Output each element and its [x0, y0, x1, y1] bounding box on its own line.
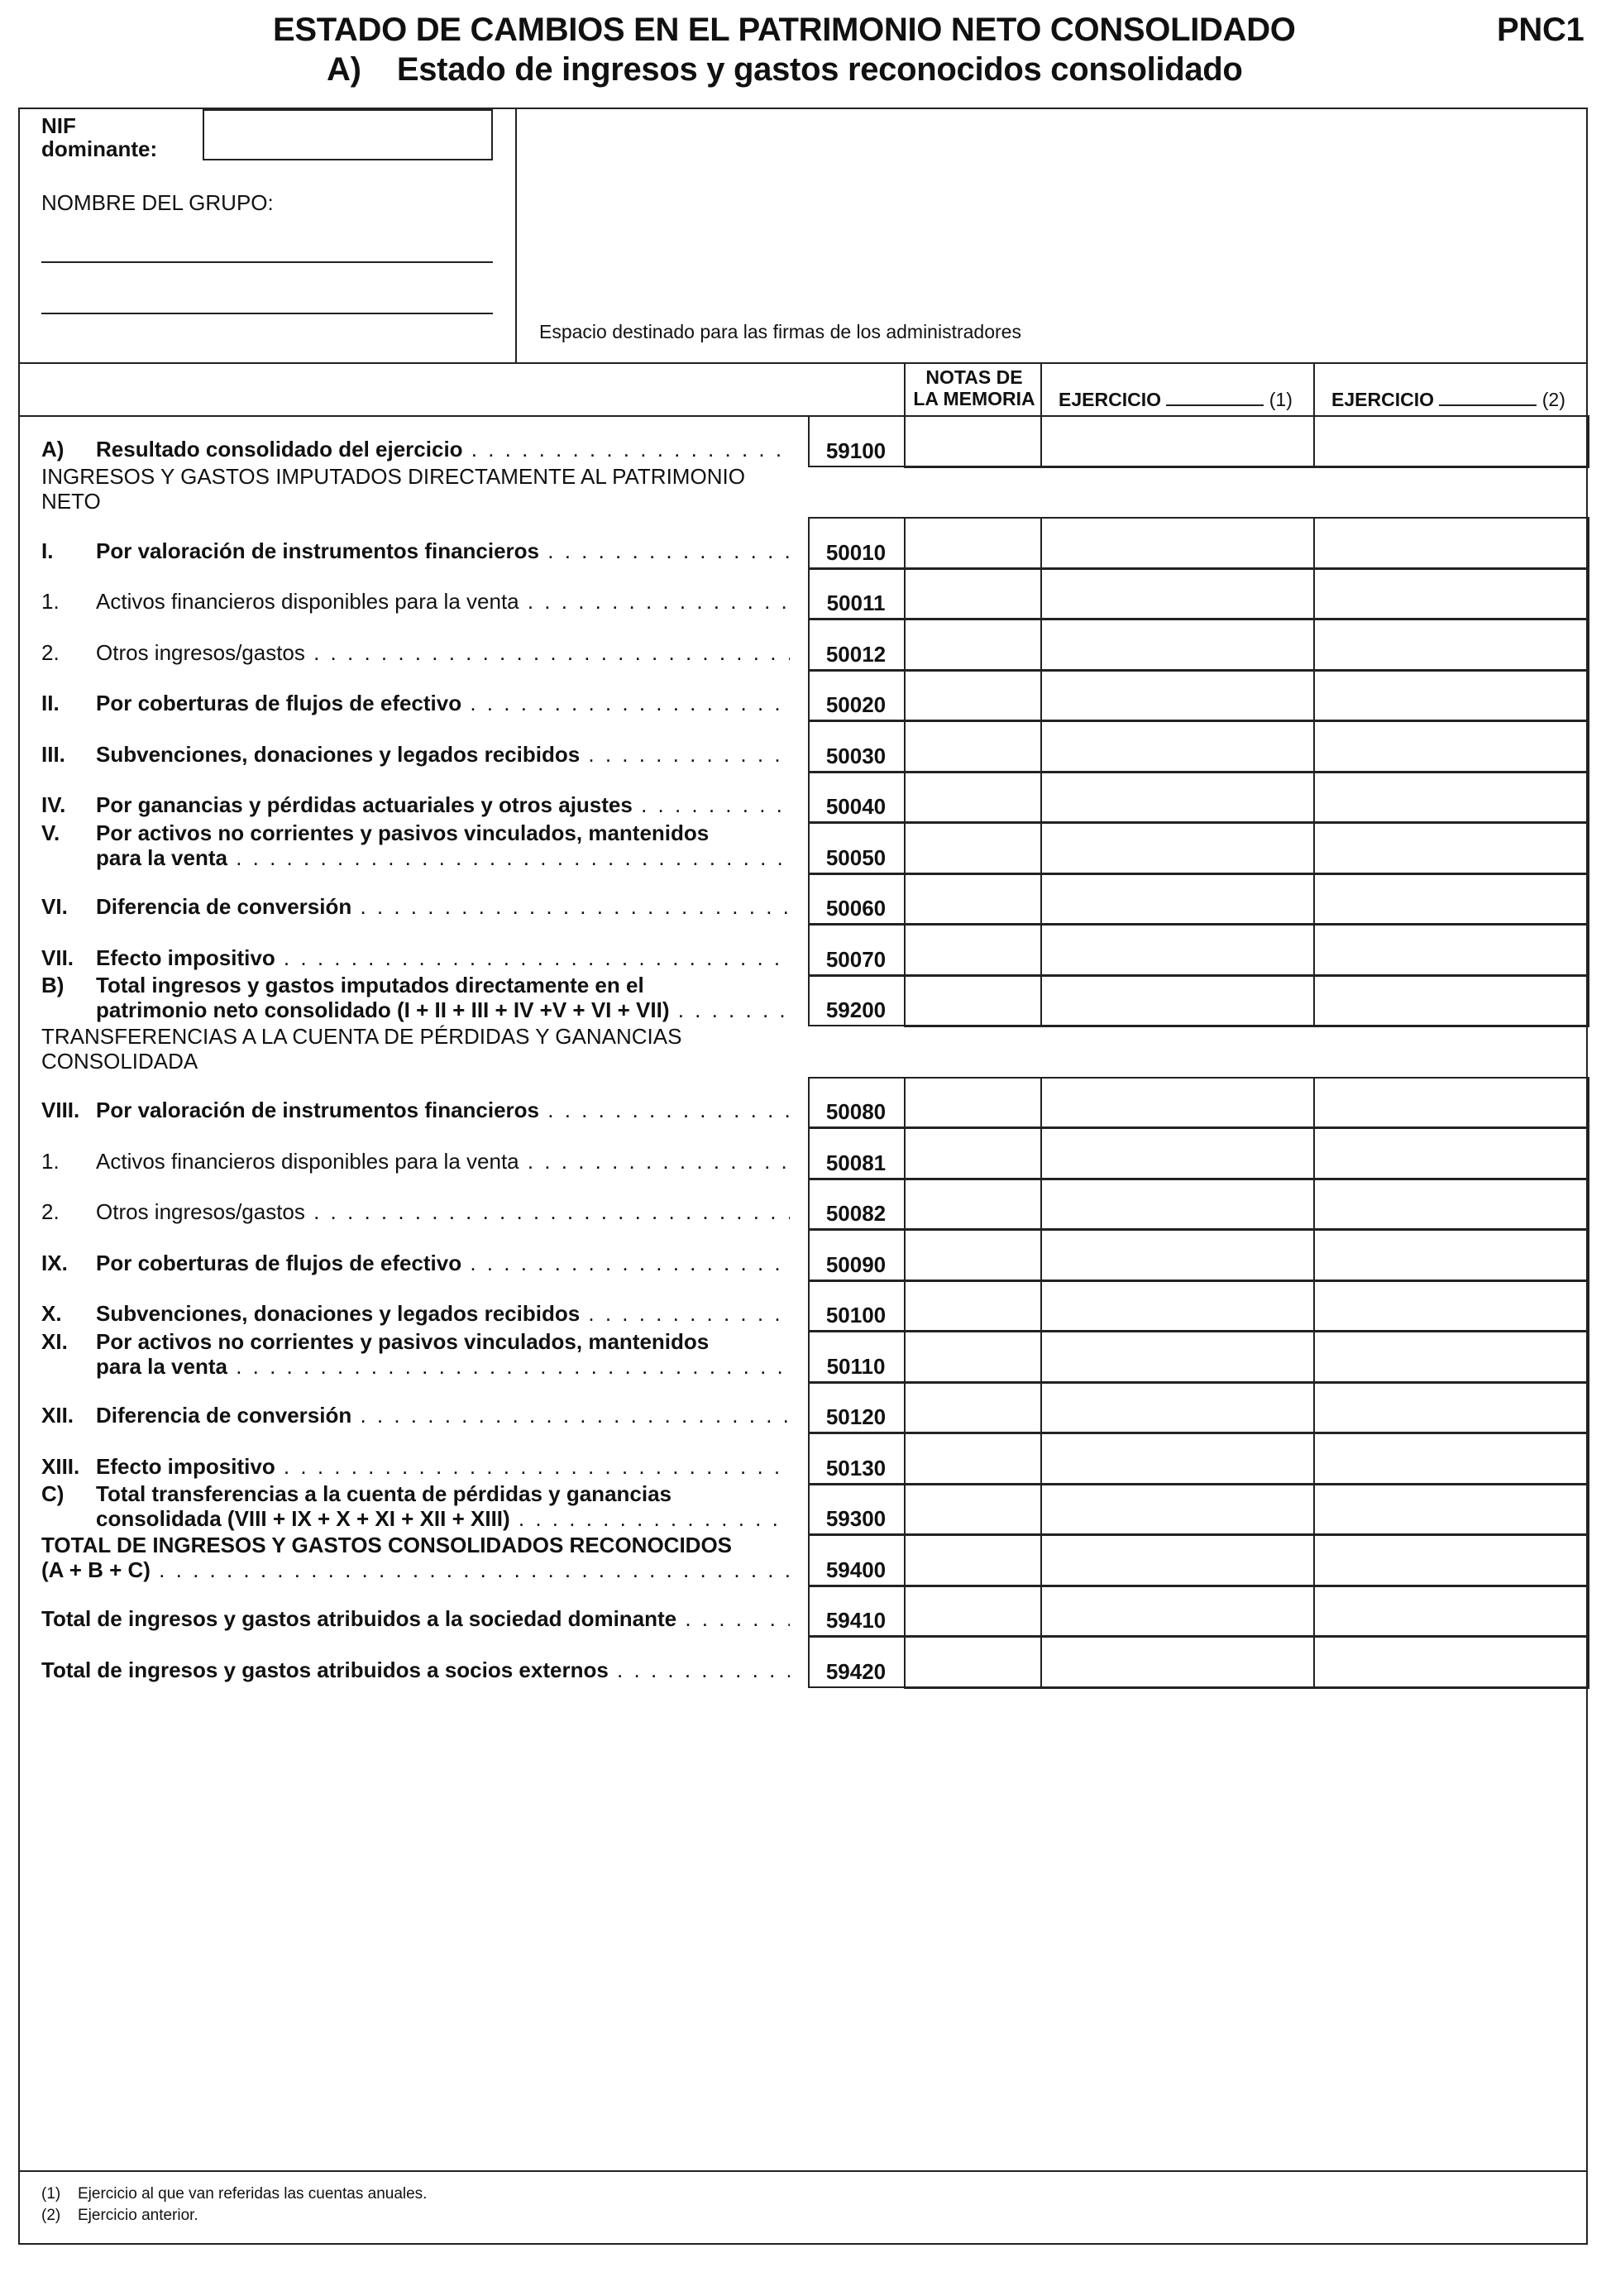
row-code: 50012	[825, 641, 887, 667]
row-code: 50011	[826, 591, 886, 615]
nif-label-line2: dominante:	[41, 136, 158, 161]
ejercicio1-cell[interactable]	[1040, 924, 1315, 977]
ejercicio1-cell[interactable]	[1040, 1636, 1315, 1689]
ejercicio1-cell[interactable]	[1040, 619, 1315, 672]
row-number: III.	[41, 741, 65, 767]
row-code: 50030	[825, 743, 887, 768]
notas-header	[906, 366, 1042, 409]
ejercicio1-cell[interactable]	[1040, 1484, 1315, 1537]
row-text-line1	[96, 945, 790, 970]
ejercicio1-cell[interactable]	[1040, 670, 1315, 723]
row-code: 50130	[825, 1455, 887, 1480]
footnote	[41, 2184, 427, 2205]
notas-cell[interactable]	[904, 873, 1042, 926]
notas-cell[interactable]	[904, 670, 1042, 723]
notas-cell[interactable]	[904, 1484, 1042, 1537]
ejercicio1-cell[interactable]	[1040, 1280, 1315, 1333]
signature-space-label: Espacio destinado para las firmas de los administradores	[539, 321, 1021, 342]
form-subtitle: A) Estado de ingresos y gastos reconocidos consolidado	[327, 51, 1243, 88]
row-text-line1-value: Por coberturas de flujos de efectivo	[96, 1250, 462, 1275]
row-text-line1-value: Subvenciones, donaciones y legados recibidos	[96, 1301, 581, 1326]
row-code: 50070	[825, 946, 887, 972]
form-title: ESTADO DE CAMBIOS EN EL PATRIMONIO NETO CONSOLIDADO	[273, 12, 1296, 48]
row-text-line1-value: Total de ingresos y gastos atribuidos a la sociedad dominante	[41, 1606, 677, 1631]
row-text-line1: Por activos no corrientes y pasivos vinculados, mantenidos	[96, 1328, 710, 1354]
section-heading-line1: TRANSFERENCIAS A LA CUENTA DE PÉRDIDAS Y GANANCIAS	[41, 1023, 682, 1049]
row-code: 50110	[826, 1353, 886, 1379]
notas-cell[interactable]	[904, 1229, 1042, 1282]
signature-divider	[515, 108, 517, 362]
row-text-line1	[41, 1606, 790, 1631]
ejercicio1-cell[interactable]	[1040, 720, 1315, 773]
row-text-line1-value: Otros ingresos/gastos	[96, 639, 305, 665]
row-code: 50040	[825, 794, 887, 819]
form-code: PNC1	[1497, 12, 1584, 48]
row-text	[96, 1301, 790, 1326]
notas-cell[interactable]	[904, 1534, 1042, 1587]
group-name-line-1[interactable]	[41, 261, 493, 263]
notas-cell[interactable]	[904, 1586, 1042, 1638]
ejercicio1-cell[interactable]	[1040, 1586, 1315, 1638]
footnote-mark: (1)	[41, 2185, 61, 2203]
col-divider-notas	[904, 362, 906, 415]
row-text	[96, 742, 790, 767]
notas-cell[interactable]	[904, 1433, 1042, 1485]
row-number: V.	[41, 820, 60, 845]
ejercicio2-cell[interactable]	[1313, 1077, 1589, 1130]
footnote	[41, 2205, 427, 2227]
notas-cell[interactable]	[904, 1127, 1042, 1180]
row-code: 59100	[825, 438, 887, 463]
row-text-line2	[41, 1557, 790, 1582]
ejercicio2-cell[interactable]	[1313, 1433, 1589, 1485]
row-text	[96, 1329, 790, 1379]
ejercicio2-cell[interactable]	[1313, 873, 1589, 926]
row-number: IV.	[41, 792, 66, 817]
ejercicio1-note: (1)	[1269, 389, 1293, 410]
row-text	[96, 1251, 790, 1275]
row-text-line1-value: Otros ingresos/gastos	[96, 1199, 305, 1224]
ejercicio1-cell[interactable]	[1040, 1534, 1315, 1587]
row-text-line1	[96, 1199, 790, 1224]
row-code: 59400	[825, 1557, 887, 1582]
row-text-line1	[96, 1403, 790, 1428]
notas-cell[interactable]	[904, 1280, 1042, 1333]
row-text-line2	[96, 997, 790, 1022]
row-text-line1: Por activos no corrientes y pasivos vinculados, mantenidos	[96, 820, 710, 845]
notas-cell[interactable]	[904, 1077, 1042, 1130]
ejercicio1-year-blank[interactable]	[1166, 388, 1264, 406]
ejercicio2-cell[interactable]	[1313, 1534, 1589, 1587]
row-number: XIII.	[41, 1453, 80, 1479]
col-divider-ej2	[1313, 362, 1315, 415]
row-text-line1	[96, 640, 790, 665]
notas-cell[interactable]	[904, 1636, 1042, 1689]
row-text	[96, 437, 790, 462]
row-text-line2	[96, 1506, 790, 1531]
ejercicio2-cell[interactable]	[1313, 1382, 1589, 1435]
row-text	[96, 691, 790, 715]
notas-cell[interactable]	[904, 1331, 1042, 1384]
ejercicio1-cell[interactable]	[1040, 415, 1315, 468]
ejercicio2-cell[interactable]	[1313, 924, 1589, 977]
ejercicio2-year-blank[interactable]	[1439, 388, 1537, 406]
row-number: 1.	[41, 1148, 60, 1174]
row-text	[96, 1454, 790, 1479]
row-text	[96, 640, 790, 665]
row-number: VII.	[41, 945, 74, 970]
row-number: 2.	[41, 639, 60, 665]
row-text-line1-value: Resultado consolidado del ejercicio	[96, 436, 463, 462]
row-text-line1	[96, 742, 790, 767]
row-number: C)	[41, 1481, 65, 1506]
row-text-line1	[96, 792, 790, 817]
row-number: B)	[41, 973, 65, 997]
row-code: 50060	[825, 896, 887, 921]
ejercicio1-header	[1059, 388, 1293, 411]
group-name-label: NOMBRE DEL GRUPO:	[41, 190, 274, 215]
row-number: 2.	[41, 1199, 60, 1224]
nif-label	[41, 114, 157, 160]
notas-cell[interactable]	[904, 1179, 1042, 1232]
notas-header-line2: LA MEMORIA	[913, 388, 1035, 409]
section-heading-line1: INGRESOS Y GASTOS IMPUTADOS DIRECTAMENTE AL PATRIMONIO	[41, 464, 745, 489]
row-number: VI.	[41, 894, 68, 919]
identity-bottom-border	[18, 362, 1588, 364]
row-code: 50010	[825, 539, 887, 565]
row-number: X.	[41, 1301, 62, 1326]
row-text	[96, 1199, 790, 1224]
notas-cell[interactable]	[904, 568, 1042, 621]
row-code: 50020	[825, 692, 887, 717]
row-text-line2-value: (A + B + C)	[41, 1557, 151, 1582]
row-text-line1	[96, 894, 790, 919]
row-text	[96, 589, 790, 614]
notas-cell[interactable]	[904, 720, 1042, 773]
row-text-line1: TOTAL DE INGRESOS Y GASTOS CONSOLIDADOS RECONOCIDOS	[41, 1532, 733, 1557]
row-text-line2-value: para la venta	[96, 1353, 227, 1379]
ejercicio1-cell[interactable]	[1040, 822, 1315, 875]
footnote-divider	[18, 2170, 1588, 2172]
nif-label-line1: NIF	[41, 113, 76, 138]
row-text-line2-value: consolidada (VIII + IX + X + XI + XII + XIII)	[96, 1506, 510, 1531]
notas-cell[interactable]	[904, 975, 1042, 1028]
row-text	[41, 1657, 790, 1682]
row-text-line1	[96, 1301, 790, 1326]
col-divider-ej1	[1040, 362, 1042, 415]
row-text	[96, 1149, 790, 1174]
row-text-line1-value: Diferencia de conversión	[96, 1403, 352, 1428]
ejercicio2-cell[interactable]	[1313, 1179, 1589, 1232]
ejercicio1-cell[interactable]	[1040, 1229, 1315, 1282]
row-text	[96, 973, 790, 1022]
ejercicio2-cell[interactable]	[1313, 1586, 1589, 1638]
ejercicio1-cell[interactable]	[1040, 1127, 1315, 1180]
row-number: I.	[41, 538, 54, 563]
row-text-line1-value: Total de ingresos y gastos atribuidos a socios externos	[41, 1657, 609, 1682]
row-code: 59420	[825, 1658, 887, 1684]
ejercicio1-cell[interactable]	[1040, 517, 1315, 570]
row-text	[96, 894, 790, 919]
row-text	[96, 1098, 790, 1122]
row-text	[41, 1533, 790, 1582]
row-text-line1-value: Subvenciones, donaciones y legados recibidos	[96, 741, 581, 767]
ejercicio2-header	[1331, 388, 1565, 411]
group-name-line-2[interactable]	[41, 313, 493, 314]
row-text-line1	[96, 538, 790, 563]
ejercicio1-cell[interactable]	[1040, 1331, 1315, 1384]
row-number: XI.	[41, 1328, 68, 1354]
row-code: 50080	[825, 1099, 887, 1124]
notas-cell[interactable]	[904, 822, 1042, 875]
notas-cell[interactable]	[904, 415, 1042, 468]
row-code: 50090	[825, 1251, 887, 1277]
notas-header-line1: NOTAS DE	[925, 366, 1023, 388]
row-text-line1	[96, 1454, 790, 1479]
row-text	[96, 820, 790, 870]
row-code: 50081	[825, 1150, 887, 1175]
footnote-mark: (2)	[41, 2207, 61, 2224]
ejercicio2-cell[interactable]	[1313, 568, 1589, 621]
notas-cell[interactable]	[904, 517, 1042, 570]
row-text	[96, 1481, 790, 1531]
row-text-line2-value: para la venta	[96, 844, 227, 870]
row-code: 50050	[825, 844, 887, 870]
row-text-line1-value: Activos financieros disponibles para la venta	[96, 589, 519, 614]
nif-input[interactable]	[203, 109, 493, 160]
row-code: 50082	[825, 1201, 887, 1226]
section-heading-line2: NETO	[41, 489, 101, 514]
row-number: XII.	[41, 1403, 74, 1428]
row-text-line1	[96, 1251, 790, 1275]
row-number: A)	[41, 436, 65, 462]
row-code: 50120	[825, 1404, 887, 1429]
notas-cell[interactable]	[904, 924, 1042, 977]
row-text-line1-value: Efecto impositivo	[96, 1453, 275, 1479]
footnote-text: Ejercicio anterior.	[78, 2207, 198, 2224]
row-number: IX.	[41, 1250, 68, 1275]
row-number: 1.	[41, 589, 60, 614]
notas-cell[interactable]	[904, 772, 1042, 825]
ejercicio1-cell[interactable]	[1040, 1077, 1315, 1130]
row-text-line1	[96, 1149, 790, 1174]
row-text	[96, 1403, 790, 1428]
row-code: 50100	[825, 1303, 887, 1327]
ejercicio1-cell[interactable]	[1040, 772, 1315, 825]
row-text-line1-value: Por valoración de instrumentos financieros	[96, 1098, 540, 1122]
row-text-line1-value: Por coberturas de flujos de efectivo	[96, 691, 462, 715]
row-text-line1-value: Por valoración de instrumentos financieros	[96, 538, 540, 563]
row-text-line1: Total ingresos y gastos imputados directamente en el	[96, 973, 644, 997]
row-text-line1-value: Diferencia de conversión	[96, 894, 352, 919]
ejercicio2-cell[interactable]	[1313, 415, 1589, 468]
section-heading	[41, 464, 790, 514]
ejercicio1-cell[interactable]	[1040, 1179, 1315, 1232]
ejercicio2-cell[interactable]	[1313, 1331, 1589, 1384]
ejercicio1-cell[interactable]	[1040, 568, 1315, 621]
row-text-line1	[96, 589, 790, 614]
ejercicio1-label: EJERCICIO	[1059, 389, 1161, 410]
row-text-line1-value: Por ganancias y pérdidas actuariales y otros ajustes	[96, 792, 633, 817]
row-text-line1	[96, 437, 790, 462]
ejercicio1-cell[interactable]	[1040, 1433, 1315, 1485]
ejercicio2-cell[interactable]	[1313, 1484, 1589, 1537]
ejercicio2-note: (2)	[1541, 389, 1565, 410]
row-code: 59410	[825, 1608, 887, 1633]
row-text	[96, 538, 790, 563]
ejercicio2-cell[interactable]	[1313, 822, 1589, 875]
ejercicio2-cell[interactable]	[1313, 1229, 1589, 1282]
footnotes	[41, 2184, 427, 2227]
row-number: II.	[41, 691, 60, 715]
ejercicio2-cell[interactable]	[1313, 975, 1589, 1028]
row-text-line1-value: Activos financieros disponibles para la venta	[96, 1148, 519, 1174]
row-text-line2	[96, 1354, 790, 1379]
row-code: 59300	[825, 1506, 887, 1531]
row-text-line1	[96, 1098, 790, 1122]
ejercicio2-cell[interactable]	[1313, 670, 1589, 723]
row-text-line1: Total transferencias a la cuenta de pérdidas y ganancias	[96, 1481, 672, 1506]
ejercicio1-cell[interactable]	[1040, 975, 1315, 1028]
ejercicio2-cell[interactable]	[1313, 1636, 1589, 1689]
ejercicio2-cell[interactable]	[1313, 720, 1589, 773]
row-text	[96, 792, 790, 817]
row-text	[96, 945, 790, 970]
notas-cell[interactable]	[904, 619, 1042, 672]
row-text-line1	[96, 691, 790, 715]
section-heading	[41, 1024, 790, 1074]
ejercicio1-cell[interactable]	[1040, 1382, 1315, 1435]
ejercicio2-label: EJERCICIO	[1331, 389, 1434, 410]
ejercicio2-cell[interactable]	[1313, 1280, 1589, 1333]
ejercicio2-cell[interactable]	[1313, 1127, 1589, 1180]
row-text-line2-value: patrimonio neto consolidado (I + II + III + IV +V + VI + VII)	[96, 997, 670, 1022]
ejercicio2-cell[interactable]	[1313, 619, 1589, 672]
ejercicio2-cell[interactable]	[1313, 772, 1589, 825]
row-code: 59200	[825, 997, 887, 1022]
row-number: VIII.	[41, 1098, 80, 1122]
ejercicio2-cell[interactable]	[1313, 517, 1589, 570]
row-text-line2	[96, 845, 790, 870]
row-text-line1-value: Efecto impositivo	[96, 945, 275, 970]
footnote-text: Ejercicio al que van referidas las cuentas anuales.	[78, 2185, 428, 2203]
notas-cell[interactable]	[904, 1382, 1042, 1435]
row-text	[41, 1606, 790, 1631]
ejercicio1-cell[interactable]	[1040, 873, 1315, 926]
row-text-line1	[41, 1657, 790, 1682]
section-heading-line2: CONSOLIDADA	[41, 1048, 198, 1074]
